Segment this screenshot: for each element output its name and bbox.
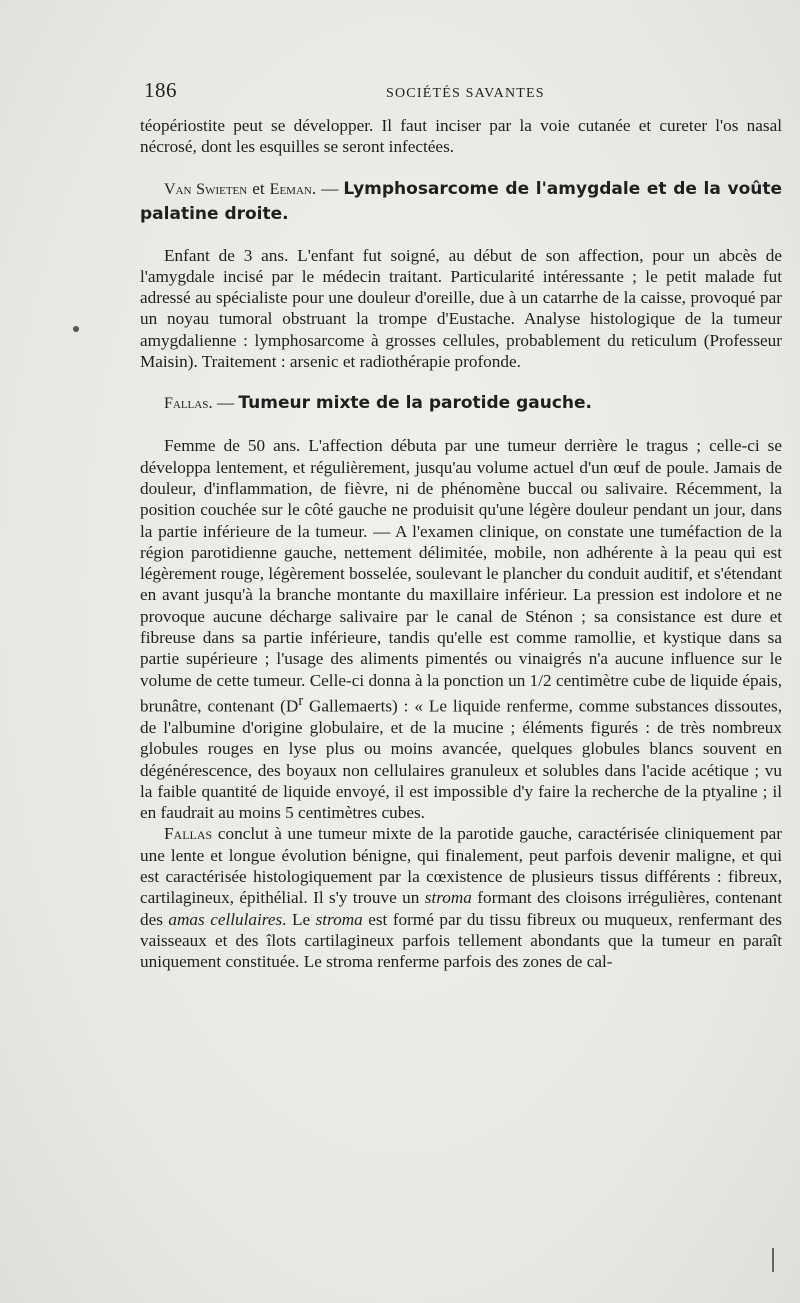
- running-title: SOCIÉTÉS SAVANTES: [386, 86, 545, 101]
- page-number: 186: [144, 78, 177, 102]
- conclusion-author: Fallas: [164, 824, 213, 844]
- case-paragraph: Enfant de 3 ans. L'enfant fut soigné, au début de son affection, pour un abcès de l'amygdale incisé par le médecin traitant. Particularité intéressante ; le petit malade fut adressé au spécialiste pour une douleur d'oreille, due à un catarrhe de la caisse, provoqué par un noyau tumoral obstruant la trompe d'Eustache. Analyse histologique de la tumeur amygdalienne : lymphosarcome à grosses cellules, probablement du reticulum (Professeur Maisin). Traitement : arsenic et radiothérapie profonde.: [140, 245, 782, 372]
- paragraph-text: formant des cloisons irrégulières, contenant des: [140, 888, 782, 929]
- case-title: Lymphosarcome de l'amygdale et de la voûte palatine droite.: [140, 178, 783, 224]
- case-paragraph: [140, 435, 782, 823]
- continuation-paragraph: téopériostite peut se développer. Il faut inciser par la voie cutanée et cureter l'os nasal nécrosé, dont les esquilles se seront infectées.: [140, 116, 782, 157]
- running-head: [144, 78, 784, 108]
- italic-term: stroma: [315, 909, 363, 929]
- case-authors: Van Swieten: [164, 180, 248, 198]
- case-heading-parotide: [140, 391, 782, 416]
- page-edge-mark: [772, 1248, 774, 1272]
- paragraph-text: Femme de 50 ans. L'affection débuta par une tumeur derrière le tragus ; celle-ci se développa lentement, et régulièrement, jusqu'au volume actuel d'un œuf de poule. Jamais de douleur, d'inflammation, de fièvre, ni de phénomène buccal ou salivaire. Récemment, la position couchée sur le côté gauche ne produisit qu'une légère douleur pendant un jour, dans la partie inférieure de la tumeur. — A l'examen clinique, on constate une tuméfaction de la région parotidienne gauche, nettement délimitée, mobile, non adhérente à la peau qui est légèrement rouge, légèrement bosselée, soulevant le plancher du conduit auditif, et s'étendant en avant jusqu'à la branche montante du maxillaire inférieur. La pression est indolore et ne provoque aucune décharge salivaire par le canal de Sténon ; sa consistance est dure et fibreuse dans sa partie inférieure, tandis qu'elle est comme ramollie, et kystique dans sa partie supérieure ; l'usage des aliments pimentés ou vinaigrés n'a aucune influence sur le volume de cette tumeur. Celle-ci donna à la ponction un 1/2 centimètre cube de liquide épais, brunâtre, contenant (D: [140, 436, 782, 716]
- paragraph-text: . Le: [282, 909, 316, 929]
- case-author: Fallas: [164, 395, 209, 413]
- heading-dash: . —: [311, 178, 344, 198]
- case-title: Tumeur mixte de la parotide gauche.: [238, 393, 593, 414]
- body-text: [140, 115, 782, 973]
- heading-dash: . —: [208, 393, 239, 413]
- doctor-superscript: r: [298, 692, 304, 709]
- italic-term: stroma: [424, 888, 472, 908]
- authors-connector: et: [247, 178, 270, 198]
- italic-term: amas cellulaires: [168, 909, 283, 929]
- case-authors-second: Eeman: [269, 180, 312, 198]
- margin-ink-dot: [73, 326, 79, 332]
- paragraph-text: est formé par du tissu fibreux ou muqueux, renfermant des vaisseaux et des îlots cartilagineux parfois tellement abondants que la tumeur en paraît uniquement constituée. Le stroma renferme parfois des zones de cal-: [140, 909, 782, 972]
- conclusion-paragraph: [140, 823, 782, 972]
- paragraph-text: conclut à une tumeur mixte de la parotide gauche, caractérisée cliniquement par une lente et longue évolution bénigne, qui finalement, peut parfois devenir maligne, et qui est caractérisée histologiquement par la cœxistence de plusieurs tissus différents : fibreux, cartilagineux, épithélial. Il s'y trouve un: [140, 824, 782, 908]
- paragraph-text: Gallemaerts) : « Le liquide renferme, comme substances dissoutes, de l'albumine d'origine globulaire, et de la mucine ; éléments figurés : de très nombreux globules rouges en lyse plus ou moins avancée, quelques globules blancs souvent en dégénérescence, des boyaux non cellulaires granuleux et solubles dans l'acide acétique ; vu la faible quantité de liquide envoyé, il est impossible d'y faire la recherche de la ptyaline ; il en faudrait au moins 5 centimètres cubes.: [140, 696, 782, 823]
- case-heading-lymphosarcome: [140, 177, 782, 226]
